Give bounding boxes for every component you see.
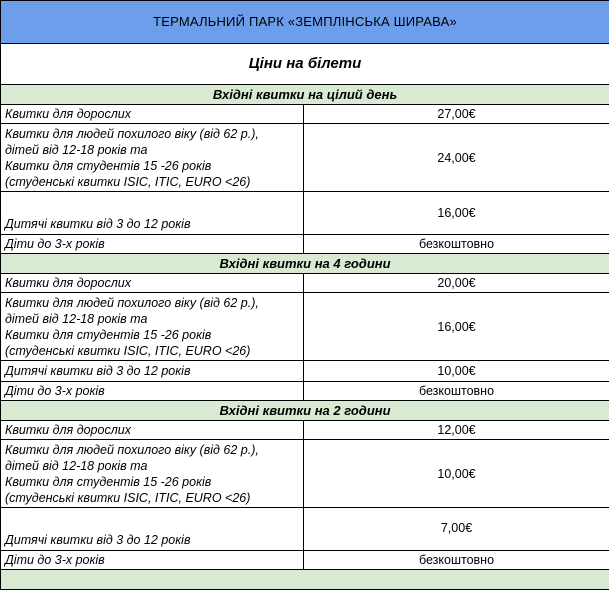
table-row: [1, 124, 609, 192]
label-line: Діти до 3-х років: [5, 237, 105, 251]
label-line: дітей від 12-18 років та: [5, 311, 148, 326]
label-line: Квитки для людей похилого віку (від 62 р.),: [5, 126, 259, 141]
ticket-price: 27,00€: [304, 105, 609, 124]
ticket-label: [1, 551, 304, 570]
label-line: Діти до 3-х років: [5, 553, 105, 567]
ticket-price: 12,00€: [304, 421, 609, 440]
label-line: Квитки для дорослих: [5, 107, 131, 121]
table-row: [1, 421, 609, 440]
label-line: Дитячі квитки від 3 до 12 років: [5, 533, 191, 547]
label-line: Квитки для дорослих: [5, 423, 131, 437]
ticket-label: [1, 382, 304, 401]
ticket-label: [1, 508, 304, 551]
park-title: ТЕРМАЛЬНИЙ ПАРК «ЗЕМПЛІНСЬКА ШИРАВА»: [1, 1, 609, 44]
ticket-price: 16,00€: [304, 192, 609, 235]
ticket-label: [1, 192, 304, 235]
label-line: Дитячі квитки від 3 до 12 років: [5, 217, 191, 231]
ticket-price: безкоштовно: [304, 382, 609, 401]
ticket-label: [1, 440, 304, 508]
label-line: Квитки для людей похилого віку (від 62 р.),: [5, 442, 259, 457]
ticket-label: [1, 293, 304, 361]
title-row: [1, 1, 609, 44]
label-line: (студенські квитки ISIC, ITIC, EURO <26): [5, 174, 251, 189]
section-header-4-hours: [1, 254, 609, 274]
ticket-label: [1, 361, 304, 382]
label-line: Квитки для студентів 15 -26 років: [5, 327, 212, 342]
table-row: [1, 551, 609, 570]
footer-band: [1, 570, 609, 590]
ticket-price: 7,00€: [304, 508, 609, 551]
table-row: [1, 192, 609, 235]
footer-row: [1, 570, 609, 590]
section-header-2-hours: [1, 401, 609, 421]
section-header-full-day: [1, 85, 609, 105]
label-line: Квитки для студентів 15 -26 років: [5, 474, 212, 489]
section-title: Вхідні квитки на 4 години: [1, 254, 609, 274]
label-line: дітей від 12-18 років та: [5, 142, 148, 157]
ticket-price: 20,00€: [304, 274, 609, 293]
heading-row: [1, 44, 609, 85]
table-row: [1, 382, 609, 401]
label-line: Квитки для дорослих: [5, 276, 131, 290]
ticket-price: безкоштовно: [304, 235, 609, 254]
ticket-price: 10,00€: [304, 361, 609, 382]
ticket-label: [1, 274, 304, 293]
label-line: (студенські квитки ISIC, ITIC, EURO <26): [5, 490, 251, 505]
table-row: [1, 361, 609, 382]
table-row: [1, 274, 609, 293]
ticket-price: 24,00€: [304, 124, 609, 192]
label-line: Квитки для людей похилого віку (від 62 р.),: [5, 295, 259, 310]
label-line: Дитячі квитки від 3 до 12 років: [5, 364, 191, 378]
table-row: [1, 235, 609, 254]
label-line: (студенські квитки ISIC, ITIC, EURO <26): [5, 343, 251, 358]
label-line: Квитки для студентів 15 -26 років: [5, 158, 212, 173]
ticket-label: [1, 235, 304, 254]
ticket-label: [1, 421, 304, 440]
label-line: дітей від 12-18 років та: [5, 458, 148, 473]
label-line: Діти до 3-х років: [5, 384, 105, 398]
ticket-price: безкоштовно: [304, 551, 609, 570]
section-title: Вхідні квитки на 2 години: [1, 401, 609, 421]
table-row: [1, 293, 609, 361]
ticket-price: 10,00€: [304, 440, 609, 508]
ticket-price: 16,00€: [304, 293, 609, 361]
table-row: [1, 105, 609, 124]
ticket-label: [1, 105, 304, 124]
table-row: [1, 440, 609, 508]
ticket-label: [1, 124, 304, 192]
page-heading: Ціни на білети: [1, 44, 609, 85]
table-row: [1, 508, 609, 551]
section-title: Вхідні квитки на цілий день: [1, 85, 609, 105]
